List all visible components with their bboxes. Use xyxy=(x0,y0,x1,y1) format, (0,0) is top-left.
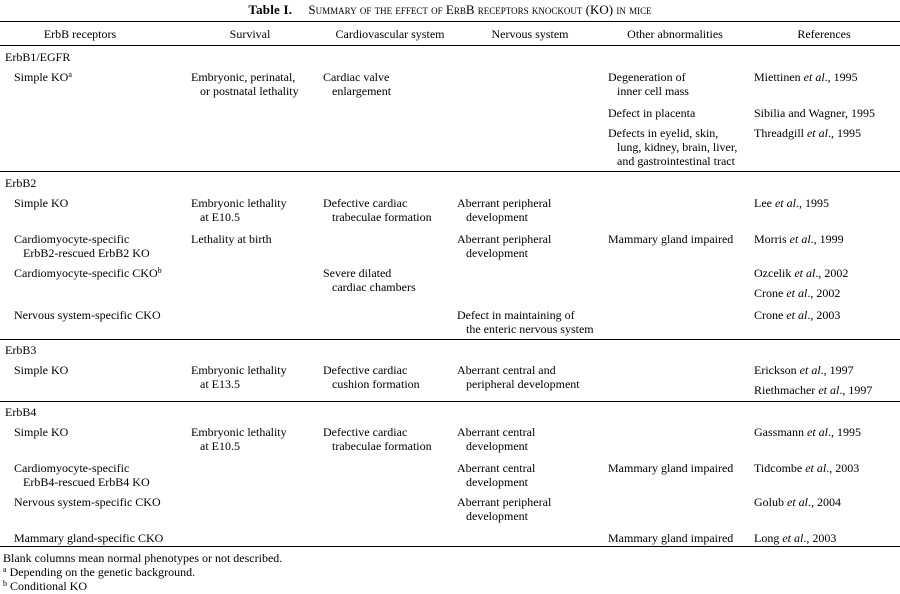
cardio-cell: Cardiac valve xyxy=(323,70,390,84)
survival-cell: Embryonic, perinatal, xyxy=(191,70,296,84)
reference-part: Tidcombe xyxy=(754,461,806,475)
reference-cell xyxy=(754,106,875,120)
footnote-a-mark: a xyxy=(3,565,7,574)
header-other: Other abnormalities xyxy=(627,27,723,41)
footnote-marker: b xyxy=(157,266,162,275)
reference-part: Sibilia and Wagner, 1995 xyxy=(754,106,875,120)
receptor-text: Mammary gland-specific CKO xyxy=(14,531,164,545)
reference-part: Gassmann xyxy=(754,425,807,439)
receptor-text: Simple KO xyxy=(14,196,69,210)
receptor-label xyxy=(14,461,129,475)
reference-part: et al xyxy=(782,531,804,545)
reference-part: Crone xyxy=(754,286,787,300)
cardio-cell: Defective cardiac xyxy=(323,363,408,377)
section-title: ErbB4 xyxy=(5,405,37,419)
nervous-cell: development xyxy=(466,509,528,523)
other-cell: Defect in placenta xyxy=(608,106,696,120)
reference-part: ., 1999 xyxy=(810,232,844,246)
reference-cell xyxy=(754,495,841,509)
receptor-label xyxy=(14,495,161,509)
nervous-cell: the enteric nervous system xyxy=(466,322,594,336)
header-references: References xyxy=(797,27,851,41)
header-nervous: Nervous system xyxy=(491,27,569,41)
nervous-cell: peripheral development xyxy=(466,377,580,391)
reference-cell xyxy=(754,126,861,140)
reference-cell xyxy=(754,266,848,280)
cardio-cell: trabeculae formation xyxy=(332,210,432,224)
nervous-cell: Aberrant peripheral xyxy=(457,196,552,210)
receptor-text: ErbB4-rescued ErbB4 KO xyxy=(23,475,150,489)
section-title: ErbB3 xyxy=(5,343,37,357)
reference-part: et al xyxy=(806,126,828,140)
footnote-marker: a xyxy=(68,70,72,79)
section-rule xyxy=(0,171,900,172)
footnote-b-mark: b xyxy=(3,579,7,588)
section-title: ErbB2 xyxy=(5,176,37,190)
nervous-cell: Defect in maintaining of xyxy=(457,308,575,322)
survival-cell: at E10.5 xyxy=(200,210,240,224)
reference-part: ., 1995 xyxy=(828,425,861,439)
receptor-label xyxy=(14,425,68,439)
reference-cell xyxy=(754,531,836,545)
other-cell: lung, kidney, brain, liver, xyxy=(617,140,738,154)
reference-part: Crone xyxy=(754,308,787,322)
reference-part: Ozcelik xyxy=(754,266,795,280)
other-cell: inner cell mass xyxy=(617,84,689,98)
nervous-cell: development xyxy=(466,439,528,453)
footnotes xyxy=(3,551,282,593)
cardio-cell: cushion formation xyxy=(332,377,420,391)
reference-cell xyxy=(754,286,840,300)
footnote-b-text: Conditional KO xyxy=(7,579,87,593)
reference-part: Golub xyxy=(754,495,787,509)
survival-cell: Embryonic lethality xyxy=(191,196,287,210)
nervous-cell: Aberrant central xyxy=(457,425,536,439)
reference-part: et al xyxy=(787,495,808,509)
cardio-cell: Defective cardiac xyxy=(323,196,408,210)
receptor-label xyxy=(14,531,163,545)
reference-part: ., 2002 xyxy=(807,286,841,300)
survival-cell: at E13.5 xyxy=(200,377,240,391)
reference-part: Erickson xyxy=(754,363,800,377)
reference-part: et al xyxy=(799,363,821,377)
nervous-cell: Aberrant central and xyxy=(457,363,556,377)
receptor-label xyxy=(14,308,161,322)
reference-part: Lee xyxy=(754,196,775,210)
reference-part: ., 1997 xyxy=(820,363,854,377)
receptor-text: Nervous system-specific CKO xyxy=(14,308,161,322)
header-survival: Survival xyxy=(229,27,271,41)
cardio-cell: Defective cardiac xyxy=(323,425,408,439)
reference-part: et al xyxy=(786,286,808,300)
bottom-rule xyxy=(0,546,900,547)
reference-cell xyxy=(754,308,840,322)
receptor-text: Cardiomyocyte-specific xyxy=(14,461,130,475)
nervous-cell: Aberrant central xyxy=(457,461,536,475)
reference-cell xyxy=(754,363,854,377)
header-cardio: Cardiovascular system xyxy=(335,27,445,41)
receptor-text: ErbB2-rescued ErbB2 KO xyxy=(23,246,150,260)
table-title: Summary of the effect of ErbB receptors knockout (KO) in mice xyxy=(308,2,652,17)
reference-part: ., 1995 xyxy=(795,196,829,210)
receptor-label xyxy=(14,266,162,280)
reference-part: ., 2003 xyxy=(807,308,841,322)
receptor-text: Nervous system-specific CKO xyxy=(14,495,161,509)
receptor-text: Simple KO xyxy=(14,70,69,84)
reference-part: et al xyxy=(789,232,811,246)
table-label: Table I. xyxy=(248,2,293,17)
reference-part: Morris xyxy=(754,232,790,246)
reference-part: Threadgill xyxy=(754,126,807,140)
reference-cell xyxy=(754,425,861,439)
footnote-general: Blank columns mean normal phenotypes or not described. xyxy=(3,551,283,565)
reference-part: Miettinen xyxy=(754,70,804,84)
section-rule xyxy=(0,401,900,402)
receptor-text: Cardiomyocyte-specific xyxy=(14,232,130,246)
reference-part: et al xyxy=(774,196,796,210)
reference-part: ., 2004 xyxy=(808,495,841,509)
section-title: ErbB1/EGFR xyxy=(5,50,71,64)
cardio-cell: trabeculae formation xyxy=(332,439,432,453)
cardio-cell: enlargement xyxy=(332,84,392,98)
survival-cell: Embryonic lethality xyxy=(191,363,287,377)
other-cell: Degeneration of xyxy=(608,70,686,84)
footnote-a-text: Depending on the genetic background. xyxy=(6,565,196,579)
reference-part: Long xyxy=(754,531,783,545)
header-receptors: ErbB receptors xyxy=(43,27,117,41)
reference-cell xyxy=(754,70,858,84)
reference-part: et al xyxy=(786,308,808,322)
reference-cell xyxy=(754,383,872,397)
survival-cell: Embryonic lethality xyxy=(191,425,287,439)
reference-part: ., 2003 xyxy=(803,531,837,545)
receptor-label xyxy=(14,475,150,489)
receptor-label xyxy=(14,196,68,210)
reference-cell xyxy=(754,196,829,210)
nervous-cell: Aberrant peripheral xyxy=(457,232,552,246)
reference-part: et al xyxy=(805,461,827,475)
reference-part: et al xyxy=(807,425,828,439)
reference-part: ., 1995 xyxy=(827,126,861,140)
table-caption xyxy=(0,2,900,18)
receptor-label xyxy=(14,363,68,377)
other-cell: Mammary gland impaired xyxy=(608,461,734,475)
receptor-text: Simple KO xyxy=(14,363,69,377)
survival-cell: Lethality at birth xyxy=(191,232,272,246)
survival-cell: at E10.5 xyxy=(200,439,240,453)
reference-part: et al xyxy=(803,70,825,84)
other-cell: and gastrointestinal tract xyxy=(617,154,735,168)
receptor-label xyxy=(14,246,150,260)
receptor-text: Simple KO xyxy=(14,425,69,439)
reference-part: ., 2003 xyxy=(826,461,860,475)
nervous-cell: development xyxy=(466,246,528,260)
reference-cell xyxy=(754,232,844,246)
other-cell: Mammary gland impaired xyxy=(608,531,734,545)
reference-part: et al xyxy=(818,383,840,397)
nervous-cell: development xyxy=(466,210,528,224)
nervous-cell: Aberrant peripheral xyxy=(457,495,552,509)
nervous-cell: development xyxy=(466,475,528,489)
reference-part: Riethmacher xyxy=(754,383,819,397)
receptor-label xyxy=(14,232,129,246)
other-cell: Mammary gland impaired xyxy=(608,232,734,246)
receptor-text: Cardiomyocyte-specific CKO xyxy=(14,266,158,280)
reference-part: ., 1997 xyxy=(839,383,873,397)
header-rule xyxy=(0,45,900,46)
reference-part: ., 2002 xyxy=(815,266,849,280)
footnote-a xyxy=(3,565,282,579)
section-rule xyxy=(0,339,900,340)
cardio-cell: cardiac chambers xyxy=(332,280,416,294)
reference-part: et al xyxy=(794,266,816,280)
top-rule xyxy=(0,21,900,22)
survival-cell: or postnatal lethality xyxy=(200,84,299,98)
reference-cell xyxy=(754,461,859,475)
footnote-b xyxy=(3,579,282,593)
receptor-label xyxy=(14,70,72,84)
other-cell: Defects in eyelid, skin, xyxy=(608,126,719,140)
reference-part: ., 1995 xyxy=(824,70,858,84)
cardio-cell: Severe dilated xyxy=(323,266,392,280)
